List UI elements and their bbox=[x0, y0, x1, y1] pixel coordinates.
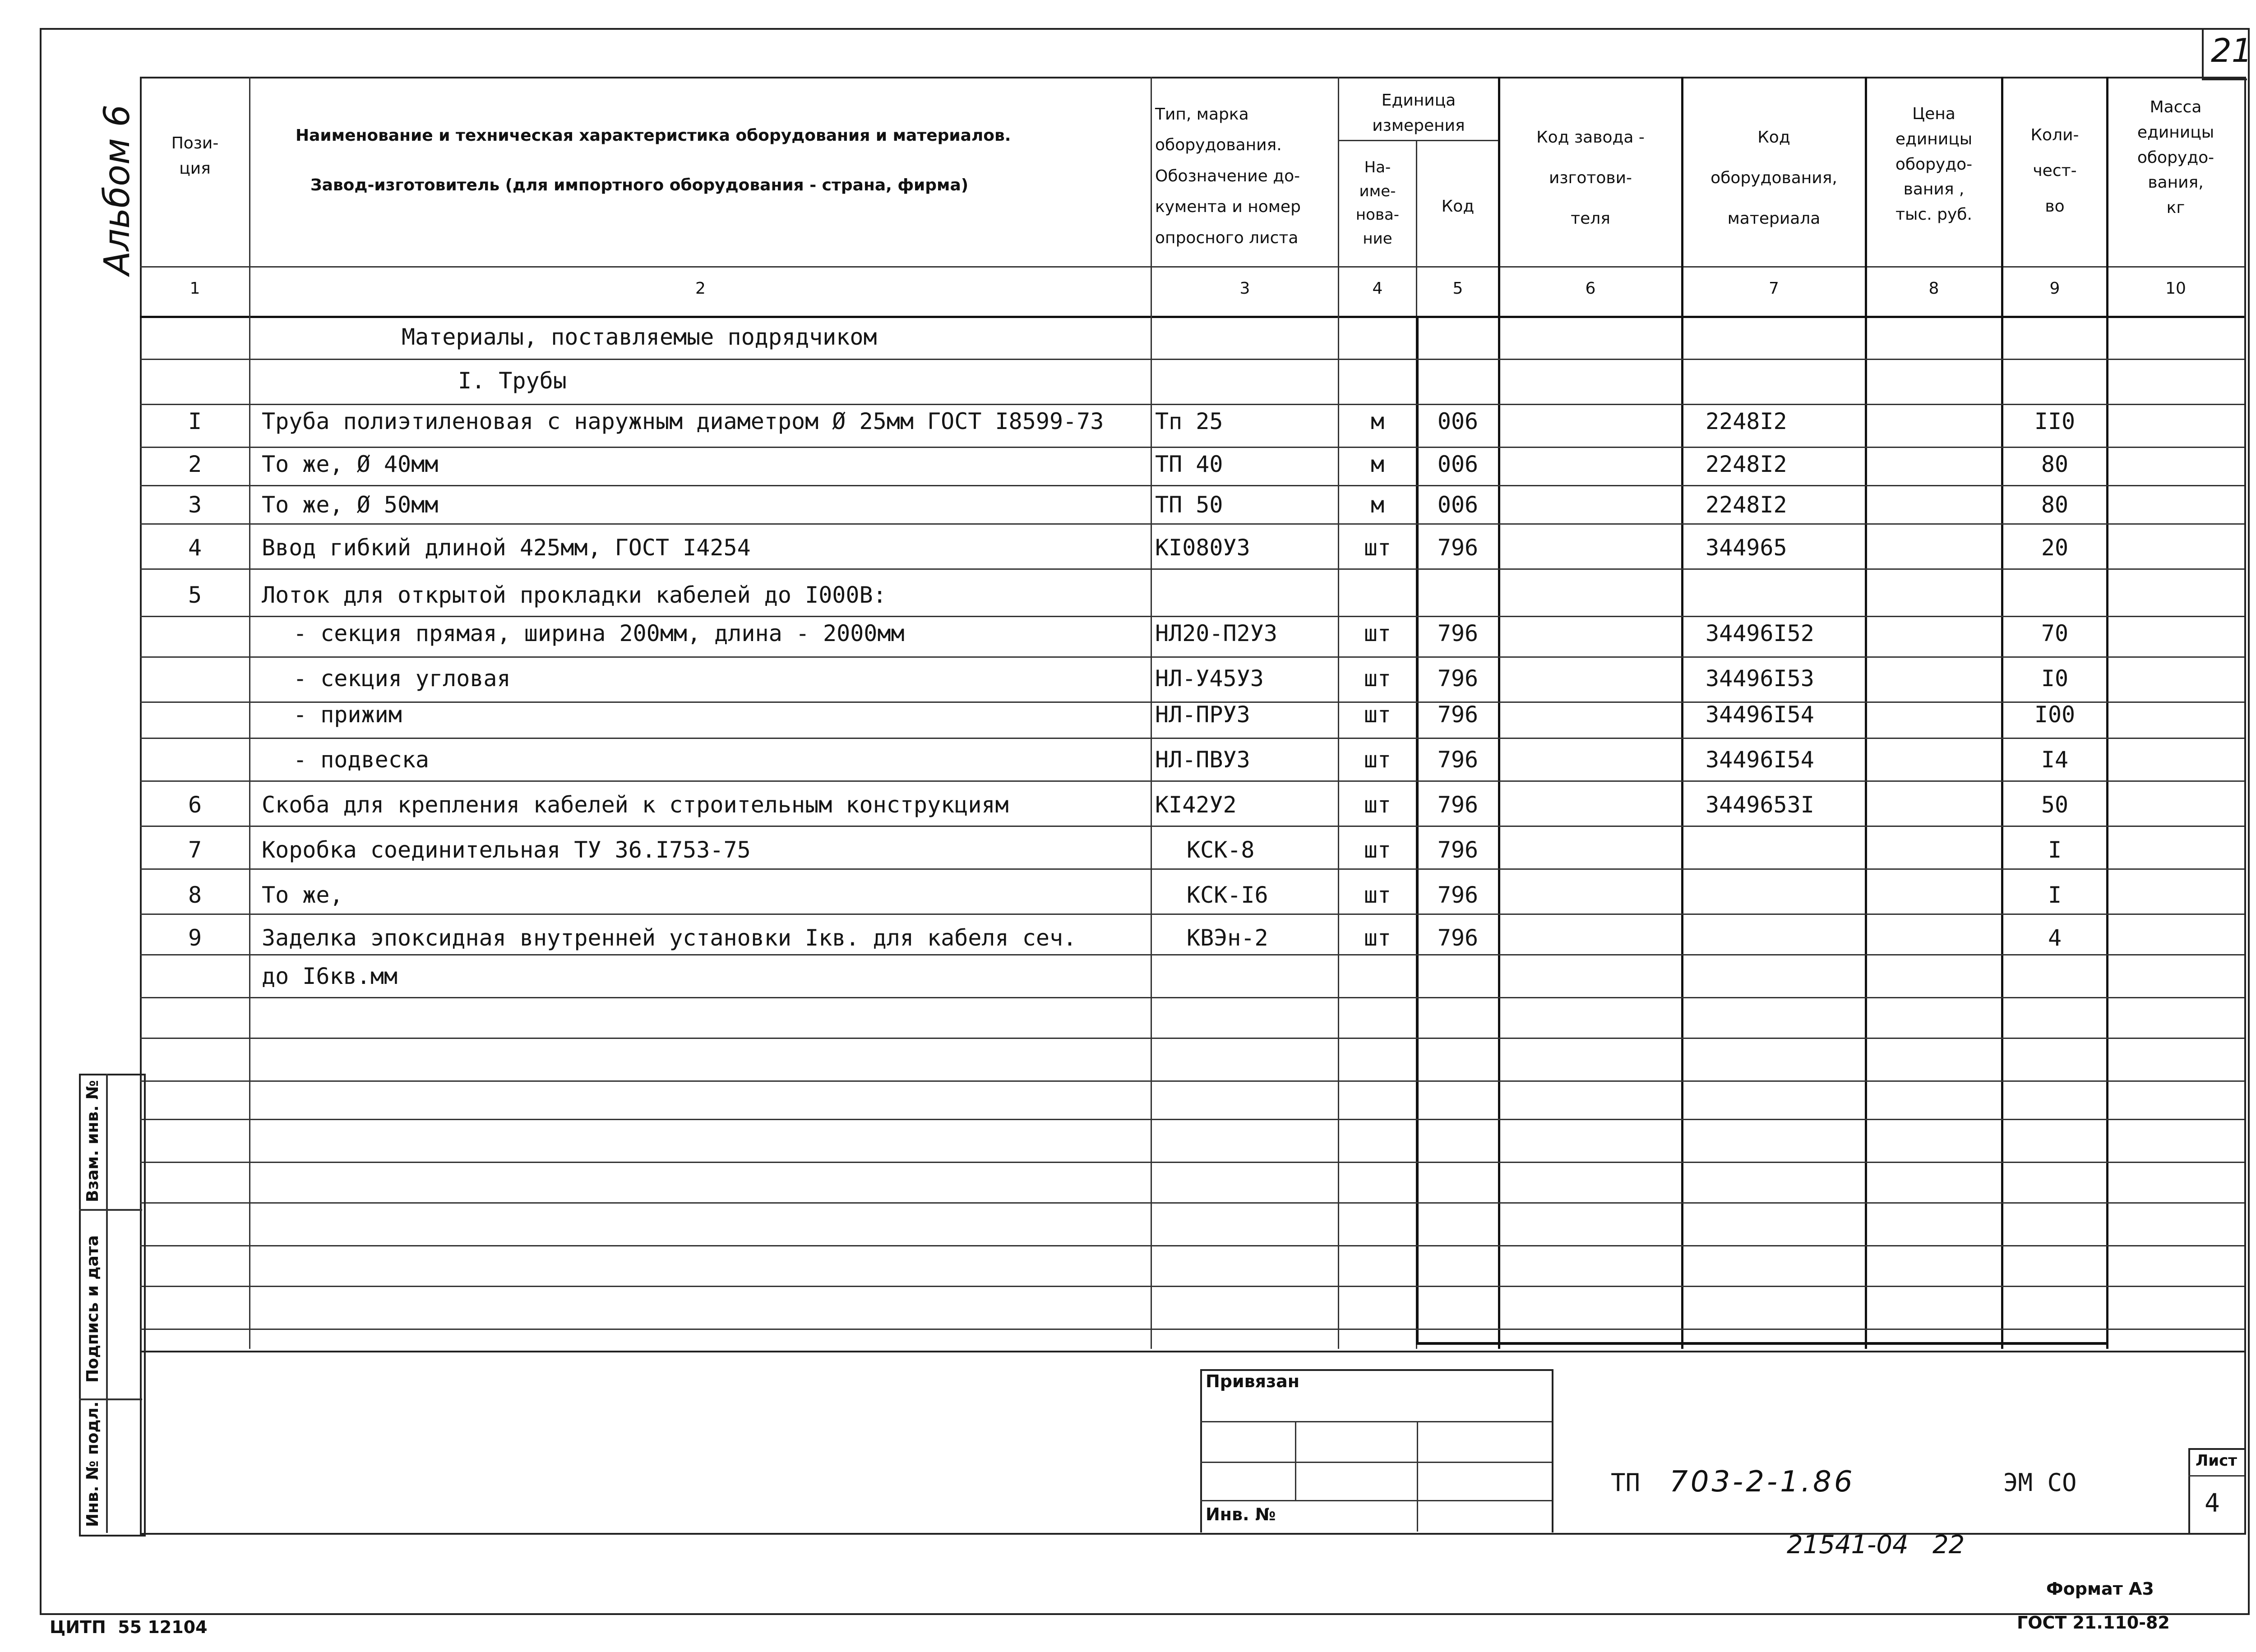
row-name: Скоба для крепления кабелей к строительным конструкциям bbox=[262, 792, 1009, 818]
privyazan-vline-2 bbox=[1417, 1421, 1418, 1532]
row-unit-code: 796 bbox=[1437, 837, 1479, 863]
row-quantity: 50 bbox=[2041, 792, 2069, 818]
col-divider-6 bbox=[1681, 77, 1683, 1349]
row-quantity: 70 bbox=[2041, 620, 2069, 646]
sheet-box-line bbox=[2188, 1475, 2244, 1477]
page-number: 21 bbox=[2211, 32, 2252, 69]
side-stamp-divider bbox=[106, 1074, 108, 1533]
row-type: НЛ-ПВУ3 bbox=[1155, 747, 1250, 773]
row-type: Тп 25 bbox=[1155, 408, 1223, 434]
row-name: - секция прямая, ширина 200мм, длина - 2000мм bbox=[293, 620, 905, 646]
row-equipment-code: 34496I53 bbox=[1706, 665, 1814, 692]
row-line bbox=[140, 914, 2244, 915]
row-quantity: 20 bbox=[2041, 535, 2069, 561]
row-line bbox=[140, 404, 2244, 405]
row-quantity: I4 bbox=[2041, 747, 2069, 773]
row-unit-code: 796 bbox=[1437, 701, 1479, 728]
col-number-9: 9 bbox=[2049, 279, 2060, 298]
row-equipment-code: 2248I2 bbox=[1706, 408, 1787, 434]
row-unit: м bbox=[1370, 408, 1385, 434]
row-quantity: 80 bbox=[2041, 451, 2069, 477]
col-number-8: 8 bbox=[1928, 279, 1939, 298]
row-quantity: I0 bbox=[2041, 665, 2069, 692]
header-unit-code: Код bbox=[1441, 197, 1475, 216]
doc-code: ТП bbox=[1611, 1468, 1641, 1497]
gost-label: ГОСТ 21.110-82 bbox=[2017, 1613, 2170, 1633]
header-unit-name: На- име- нова- ние bbox=[1355, 158, 1400, 248]
header-quantity: Коли- чест- во bbox=[2030, 126, 2079, 216]
sheet-label: Лист bbox=[2196, 1452, 2237, 1470]
row-position: I bbox=[188, 408, 202, 434]
bottom-stamp-area bbox=[140, 1348, 2246, 1535]
row-unit: шт bbox=[1364, 620, 1392, 646]
header-name-line2: Завод-изготовитель (для импортного оборудования - страна, фирма) bbox=[310, 176, 969, 194]
row-unit: шт bbox=[1364, 535, 1392, 561]
row-line bbox=[140, 485, 2244, 486]
row-type: ТП 50 bbox=[1155, 492, 1223, 518]
row-name: То же, Ø 50мм bbox=[262, 492, 439, 518]
col-divider-7 bbox=[1865, 77, 1867, 1349]
row-name: Ввод гибкий длиной 425мм, ГОСТ I4254 bbox=[262, 535, 751, 561]
row-name: Лоток для открытой прокладки кабелей до I000В: bbox=[262, 582, 887, 608]
inv-no-label: Инв. № bbox=[1206, 1504, 1276, 1524]
row-quantity: I bbox=[2048, 882, 2062, 908]
row-equipment-code: 2248I2 bbox=[1706, 492, 1787, 518]
right-block-bottom bbox=[1416, 1342, 2108, 1345]
header-unit-group: Единица измерения bbox=[1372, 91, 1465, 135]
side-podpis-label: Подпись и дата bbox=[83, 1235, 102, 1383]
row-position: 3 bbox=[188, 492, 202, 518]
row-line bbox=[140, 1286, 2244, 1287]
row-quantity: 80 bbox=[2041, 492, 2069, 518]
row-unit: м bbox=[1370, 492, 1385, 518]
privyazan-vline-1 bbox=[1295, 1421, 1296, 1500]
row-position: 5 bbox=[188, 582, 202, 608]
row-type: ТП 40 bbox=[1155, 451, 1223, 477]
row-line bbox=[140, 656, 2244, 658]
privyazan-line-1 bbox=[1200, 1421, 1552, 1422]
row-position: 4 bbox=[188, 535, 202, 561]
row-unit-code: 006 bbox=[1437, 451, 1479, 477]
row-unit: шт bbox=[1364, 747, 1392, 773]
row-equipment-code: 34496I54 bbox=[1706, 701, 1814, 728]
number-row-bottom-line bbox=[140, 316, 2244, 318]
row-unit-code: 006 bbox=[1437, 492, 1479, 518]
row-equipment-code: 34496I54 bbox=[1706, 747, 1814, 773]
row-name: - прижим bbox=[293, 701, 402, 728]
row-equipment-code: 2248I2 bbox=[1706, 451, 1787, 477]
row-line bbox=[140, 1329, 2244, 1330]
col-number-3: 3 bbox=[1239, 279, 1250, 298]
col-number-4: 4 bbox=[1372, 279, 1383, 298]
row-unit: шт bbox=[1364, 665, 1392, 692]
row-position: 2 bbox=[188, 451, 202, 477]
row-quantity: I bbox=[2048, 837, 2062, 863]
section-title: Материалы, поставляемые подрядчиком bbox=[402, 324, 877, 350]
row-name: Труба полиэтиленовая с наружным диаметром Ø 25мм ГОСТ I8599-73 bbox=[262, 408, 1104, 434]
row-name: Коробка соединительная ТУ 36.I753-75 bbox=[262, 837, 751, 863]
col-number-2: 2 bbox=[695, 279, 706, 298]
album-label: Альбом 6 bbox=[97, 104, 138, 275]
row-type: КСК-I6 bbox=[1187, 882, 1268, 908]
row-name: - подвеска bbox=[293, 747, 430, 773]
header-mass: Масса единицы оборудо- вания, кг bbox=[2137, 98, 2214, 217]
row-unit-code: 796 bbox=[1437, 792, 1479, 818]
side-vzam-label: Взам. инв. № bbox=[83, 1080, 102, 1202]
privyazan-label: Привязан bbox=[1206, 1371, 1300, 1391]
row-line bbox=[140, 616, 2244, 617]
row-name: То же, bbox=[262, 882, 343, 908]
row-line bbox=[140, 1162, 2244, 1163]
row-unit-code: 796 bbox=[1437, 620, 1479, 646]
row-type: КСК-8 bbox=[1187, 837, 1255, 863]
row-line bbox=[140, 1080, 2244, 1082]
privyazan-line-3 bbox=[1200, 1500, 1552, 1501]
col-divider-9 bbox=[2106, 77, 2108, 1349]
row-type: НЛ-ПРУ3 bbox=[1155, 701, 1250, 728]
row-unit: шт bbox=[1364, 882, 1392, 908]
header-position: Пози- ция bbox=[171, 134, 219, 178]
row-unit-code: 796 bbox=[1437, 925, 1479, 951]
row-unit-code: 796 bbox=[1437, 665, 1479, 692]
doc-mark: ЭМ СО bbox=[2003, 1468, 2077, 1497]
row-unit-code: 006 bbox=[1437, 408, 1479, 434]
row-equipment-code: 344965 bbox=[1706, 535, 1787, 561]
row-unit: шт bbox=[1364, 792, 1392, 818]
row-line bbox=[140, 954, 2244, 955]
row-unit: м bbox=[1370, 451, 1385, 477]
row-unit: шт bbox=[1364, 837, 1392, 863]
sheet-number: 4 bbox=[2205, 1489, 2220, 1518]
side-stamp-line-2 bbox=[79, 1398, 142, 1400]
subsection-title: I. Трубы bbox=[458, 368, 567, 394]
row-unit: шт bbox=[1364, 701, 1392, 728]
row-name: Заделка эпоксидная внутренней установки Iкв. для кабеля сеч. bbox=[262, 925, 1077, 951]
unit-group-line bbox=[1338, 140, 1498, 141]
header-name-line1: Наименование и техническая характеристика оборудования и материалов. bbox=[296, 126, 1011, 145]
col-number-5: 5 bbox=[1452, 279, 1463, 298]
col-divider-1 bbox=[249, 77, 250, 1349]
row-line bbox=[140, 780, 2244, 782]
row-line bbox=[140, 359, 2244, 360]
col-number-10: 10 bbox=[2165, 279, 2186, 298]
row-name: То же, Ø 40мм bbox=[262, 451, 439, 477]
side-inv-label: Инв. № подл. bbox=[83, 1401, 102, 1527]
row-type: КI42У2 bbox=[1155, 792, 1237, 818]
row-unit: шт bbox=[1364, 925, 1392, 951]
row-unit-code: 796 bbox=[1437, 535, 1479, 561]
handwritten-number: 21541-04 22 bbox=[1787, 1530, 1965, 1560]
row-line bbox=[140, 1202, 2244, 1204]
row-type: НЛ-У45У3 bbox=[1155, 665, 1264, 692]
side-stamp-line-1 bbox=[79, 1209, 142, 1211]
org-label: ЦИТП 55 12104 bbox=[50, 1617, 208, 1637]
row-equipment-code: 34496I52 bbox=[1706, 620, 1814, 646]
row-equipment-code: 3449653I bbox=[1706, 792, 1814, 818]
row-line bbox=[140, 826, 2244, 827]
format-label: Формат А3 bbox=[2046, 1579, 2154, 1599]
row-quantity: II0 bbox=[2034, 408, 2076, 434]
row-line bbox=[140, 568, 2244, 570]
row-line bbox=[140, 1038, 2244, 1039]
row-line bbox=[140, 738, 2244, 739]
row-line bbox=[140, 1119, 2244, 1120]
col-number-7: 7 bbox=[1769, 279, 1779, 298]
col-number-6: 6 bbox=[1585, 279, 1596, 298]
row-name: - секция угловая bbox=[293, 665, 511, 692]
row-line bbox=[140, 868, 2244, 870]
doc-number: 703-2-1.86 bbox=[1669, 1465, 1855, 1499]
header-equipment-code: Код оборудования, материала bbox=[1710, 128, 1837, 228]
header-price: Цена единицы оборудо- вания , тыс. руб. bbox=[1895, 105, 1973, 224]
header-bottom-line bbox=[140, 266, 2244, 268]
row-unit-code: 796 bbox=[1437, 747, 1479, 773]
row-line bbox=[140, 523, 2244, 525]
header-factory-code: Код завода - изготови- теля bbox=[1536, 128, 1645, 228]
row-unit-code: 796 bbox=[1437, 882, 1479, 908]
row-position: 9 bbox=[188, 925, 202, 951]
col-divider-2 bbox=[1151, 77, 1152, 1349]
row-name: до I6кв.мм bbox=[262, 963, 398, 989]
row-line bbox=[140, 447, 2244, 448]
row-type: КВЭн-2 bbox=[1187, 925, 1268, 951]
row-position: 7 bbox=[188, 837, 202, 863]
row-quantity: 4 bbox=[2048, 925, 2062, 951]
row-type: КI080У3 bbox=[1155, 535, 1250, 561]
privyazan-line-2 bbox=[1200, 1462, 1552, 1463]
row-quantity: I00 bbox=[2034, 701, 2076, 728]
row-type: НЛ20-П2У3 bbox=[1155, 620, 1277, 646]
col-number-1: 1 bbox=[190, 279, 200, 298]
header-type: Тип, марка оборудования. Обозначение до- кумента и номер опросного листа bbox=[1155, 105, 1301, 247]
row-position: 6 bbox=[188, 792, 202, 818]
row-line bbox=[140, 1245, 2244, 1246]
row-line bbox=[140, 997, 2244, 998]
row-position: 8 bbox=[188, 882, 202, 908]
